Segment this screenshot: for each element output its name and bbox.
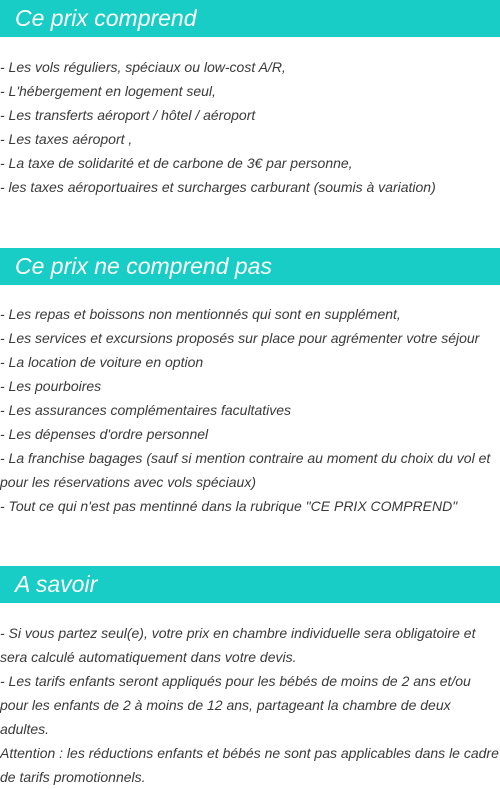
section-title-good-to-know: A savoir [0, 566, 500, 603]
list-item: - Les services et excursions proposés sur place pour agrémenter votre séjour [0, 330, 480, 346]
list-item: - Les assurances complémentaires facultatives [0, 402, 292, 418]
list-item: - Les dépenses d'ordre personnel [0, 426, 209, 442]
list-item: - Les vols réguliers, spéciaux ou low-cost A/R, [0, 59, 286, 75]
good-to-know-text [0, 621, 500, 789]
list-item: - La taxe de solidarité et de carbone de 3€ par personne, [0, 155, 353, 171]
section-title-not-included: Ce prix ne comprend pas [0, 248, 500, 285]
section-title-included: Ce prix comprend [0, 0, 500, 37]
info-paragraph: Attention : les réductions enfants et bébés ne sont pas applicables dans le cadre de tarifs promotionnels. [0, 745, 499, 785]
list-item: - Les transferts aéroport / hôtel / aéroport [0, 107, 256, 123]
info-paragraph: - Les tarifs enfants seront appliqués pour les bébés de moins de 2 ans et/ou pour les enfants de 2 à moins de 12 ans, partageant la chambre de deux adultes. [0, 673, 471, 737]
list-item: - La location de voiture en option [0, 354, 204, 370]
info-paragraph: - Si vous partez seul(e), votre prix en chambre individuelle sera obligatoire et sera calculé automatiquement dans votre devis. [0, 625, 476, 665]
list-item: - les taxes aéroportuaires et surcharges carburant (soumis à variation) [0, 179, 436, 195]
list-item: - Les pourboires [0, 378, 102, 394]
included-list [0, 55, 500, 199]
not-included-list [0, 302, 500, 518]
list-item: - Les repas et boissons non mentionnés qui sont en supplément, [0, 306, 401, 322]
list-item: - Tout ce qui n'est pas mentinné dans la rubrique "CE PRIX COMPREND" [0, 498, 458, 514]
list-item: - La franchise bagages (sauf si mention contraire au moment du choix du vol et pour les réservations avec vols spéciaux) [0, 450, 491, 490]
list-item: - Les taxes aéroport , [0, 131, 133, 147]
list-item: - L'hébergement en logement seul, [0, 83, 216, 99]
